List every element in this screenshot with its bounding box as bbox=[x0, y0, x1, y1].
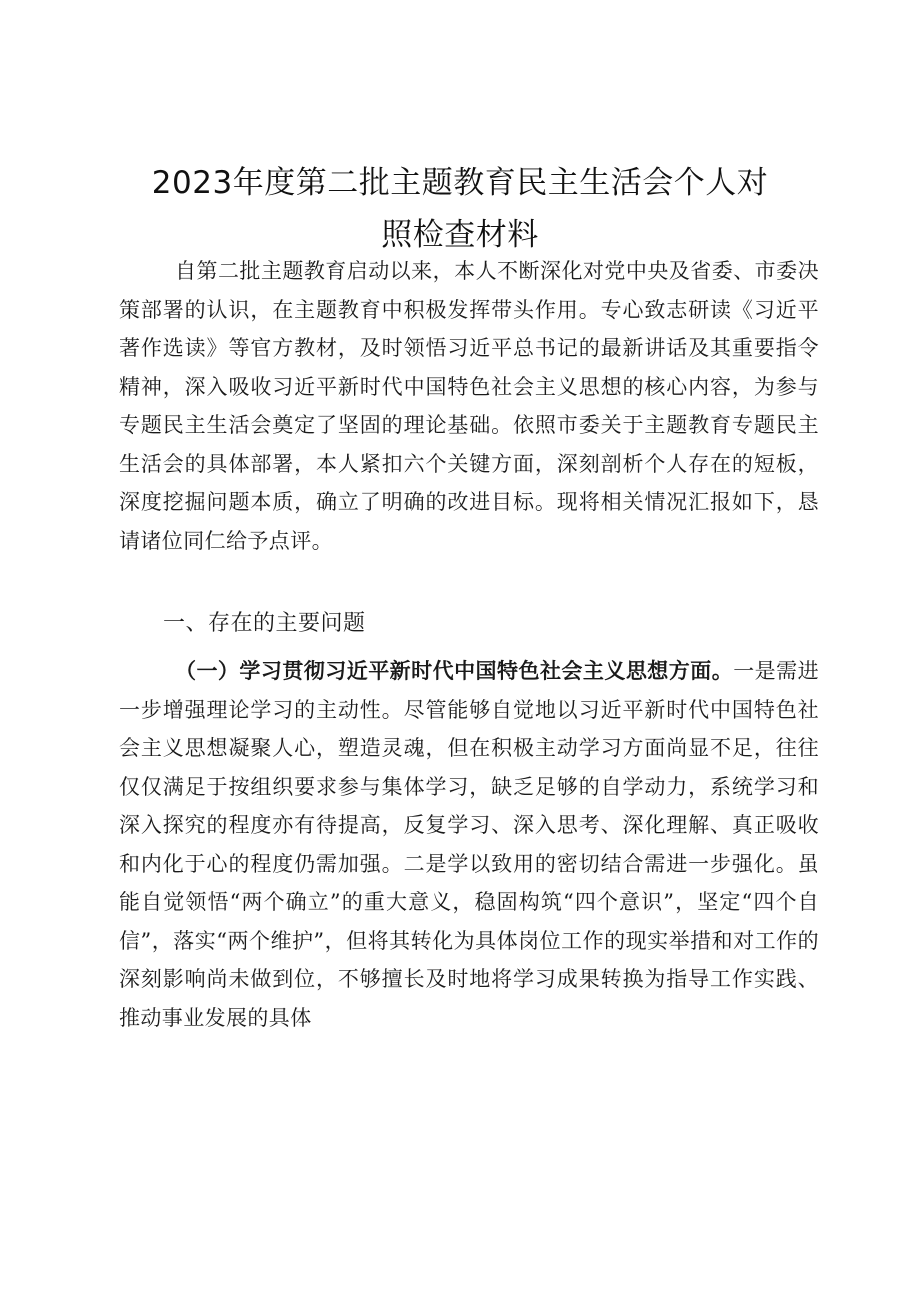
section-1-body: 一是需进一步增强理论学习的主动性。尽管能够自觉地以习近平新时代中国特色社会主义思想凝聚人心，塑造灵魂，但在积极主动学习方面尚显不足，往往仅仅满足于按组织要求参与集体学习，缺乏足够的自学动力，系统学习和深入探究的程度亦有待提高，反复学习、深入思考、深化理解、真正吸收和内化于心的程度仍需加强。二是学以致用的密切结合需进一步强化。虽能自觉领悟“两个确立”的重大意义，稳固构筑“四个意识”，坚定“四个自信”，落实“两个维护”，但将其转化为具体岗位工作的现实举措和对工作的深刻影响尚未做到位，不够擅长及时地将学习成果转换为指导工作实践、推动事业发展的具体 bbox=[119, 659, 819, 1030]
document-title-line-1: 2023年度第二批主题教育民主生活会个人对 bbox=[151, 165, 769, 201]
section-1-paragraph bbox=[119, 652, 819, 1037]
section-heading-main-problems: 一、存在的主要问题 bbox=[163, 611, 366, 636]
document-title-line-2: 照检查材料 bbox=[381, 217, 539, 253]
intro-paragraph: 自第二批主题教育启动以来，本人不断深化对党中央及省委、市委决策部署的认识，在主题教育中积极发挥带头作用。专心致志研读《习近平著作选读》等官方教材，及时领悟习近平总书记的最新讲话及其重要指令精神，深入吸收习近平新时代中国特色社会主义思想的核心内容，为参与专题民主生活会奠定了坚固的理论基础。依照市委关于主题教育专题民主生活会的具体部署，本人紧扣六个关键方面，深刻剖析个人存在的短板，深度挖掘问题本质，确立了明确的改进目标。现将相关情况汇报如下，恳请诸位同仁给予点评。 bbox=[119, 259, 819, 553]
section-1-lead: （一）学习贯彻习近平新时代中国特色社会主义思想方面。 bbox=[175, 658, 734, 683]
